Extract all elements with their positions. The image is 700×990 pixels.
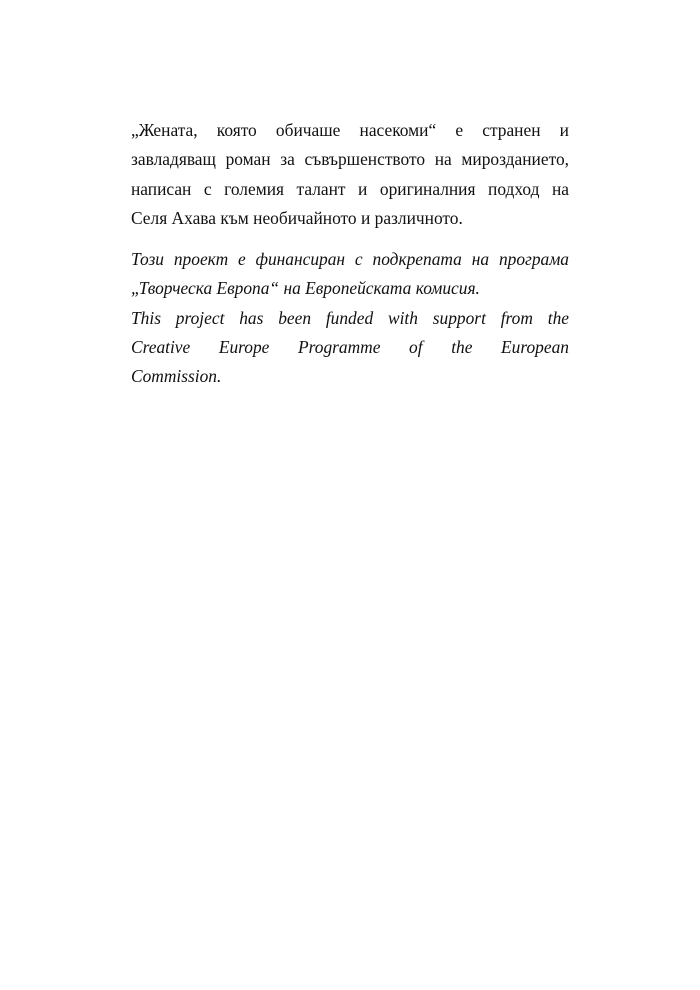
funding-statement-bg	[131, 245, 569, 304]
funding-en-line-2: Creative Europe Programme of the European	[131, 337, 569, 358]
book-description	[131, 116, 569, 233]
description-line-3: написан с големия талант и оригиналния подход на	[131, 178, 569, 199]
funding-en-line-3: Commission.	[131, 366, 222, 387]
description-line-1: „Жената, която обичаше насекоми“ е странен и	[131, 120, 569, 140]
funding-en-line-1: This project has been funded with support from the	[131, 307, 569, 328]
description-line-4: Селя Ахава към необичайното и различното.	[131, 207, 463, 228]
funding-statement-en	[131, 304, 569, 392]
description-line-2: завладяващ роман за съвършенството на мирозданието,	[131, 149, 569, 170]
back-cover-text	[131, 116, 569, 392]
funding-bg-line-2: „Творческа Европа“ на Европейската комисия.	[131, 278, 480, 299]
funding-bg-line-1: Този проект е финансиран с подкрепата на програма	[131, 249, 569, 270]
